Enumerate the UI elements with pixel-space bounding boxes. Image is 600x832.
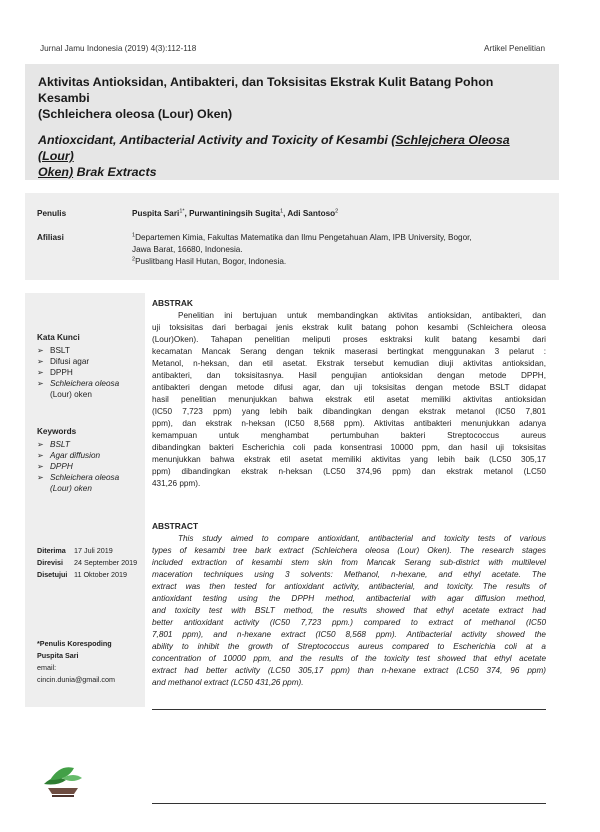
abstrak-line: uji toksisitas dari berbagai jenis ekstrak kulit batang pohon kesambi (Schleichera oleosa bbox=[152, 323, 546, 332]
accepted-date: Disetujui 11 Oktober 2019 bbox=[37, 570, 128, 579]
abstract-line: and methanol extract (LC50 431,26 ppm). bbox=[152, 678, 304, 687]
list-item: ➢ Schleichera oleosa bbox=[37, 473, 120, 482]
list-item: ➢ DPPH bbox=[37, 368, 73, 377]
authors-label: Penulis bbox=[37, 209, 67, 218]
kata-kunci-heading: Kata Kunci bbox=[37, 333, 80, 342]
article-type: Artikel Penelitian bbox=[484, 44, 545, 53]
title-english: Antioxcidant, Antibacterial Activity and Toxicity of Kesambi (Schlejchera Oleosa (Lour) Oken) Brak Extracts bbox=[38, 133, 510, 179]
list-item: ➢ BSLT bbox=[37, 346, 70, 355]
list-item: ➢ Agar diffusion bbox=[37, 451, 101, 460]
affiliation-label: Afiliasi bbox=[37, 233, 64, 242]
abstract-heading: ABSTRACT bbox=[152, 521, 199, 531]
abstrak-line: Metanol, n-heksan, dan etil asetat. Ekstrak tersebut kemudian diuji aktivitas antioksidan, bbox=[152, 359, 546, 368]
abstract-line: types of kesambi tree bark extract (Schleichera oleosa (Lour) Oken). The research stages bbox=[152, 546, 546, 555]
arrow-bullet-icon: ➢ bbox=[37, 357, 44, 366]
journal-logo-icon bbox=[40, 760, 86, 800]
abstract-line: included extraction of kesambi stem skin from Mancak Serang sub-district with multilevel bbox=[152, 558, 546, 567]
email-link[interactable]: cincin.dunia@gmail.com bbox=[37, 675, 116, 684]
abstract-body bbox=[152, 533, 546, 689]
abstract-line: ability to inhibit the growth of Streptococcus aureus compared to Escherichia coli at a bbox=[152, 642, 546, 651]
received-date: Diterima 17 Juli 2019 bbox=[37, 546, 113, 555]
keywords-list bbox=[37, 439, 141, 494]
affiliation-list: $^1$Departemen Kimia, Fakultas Matematika dan Ilmu Pengetahuan Alam, IPB University, Bogor, Jawa Barat, 16680, Indonesia. $^2$Puslitbang Hasil Hutan, Bogor, Indonesia. bbox=[132, 232, 472, 266]
author-panel bbox=[25, 193, 559, 280]
arrow-bullet-icon: ➢ bbox=[37, 473, 44, 482]
abstrak-line: antibakteri dengan metode difusi agar, dan uji toksisitas dengan metode BSLT didapat bbox=[152, 383, 546, 392]
arrow-bullet-icon: ➢ bbox=[37, 368, 44, 377]
sidebar-panel bbox=[25, 293, 145, 707]
list-item: (Lour) oken bbox=[50, 484, 92, 493]
journal-citation: Jurnal Jamu Indonesia (2019) 4(3):112-118 bbox=[40, 44, 197, 53]
abstract-line: 7,801 ppm), and n-hexane extract (IC50 8,568 ppm). Antibacterial activity showed the bbox=[152, 630, 546, 639]
abstrak-line: 431,26 ppm). bbox=[152, 479, 201, 488]
divider bbox=[152, 709, 546, 710]
abstract-line: concentration of 10000 ppm, and the results of the toxicity test showed that ethyl acetate bbox=[152, 654, 546, 663]
arrow-bullet-icon: ➢ bbox=[37, 440, 44, 449]
author-list: Puspita Sari$^{1*}$, Purwantiningsih Sugita$^1$, Adi Santoso$^2$ bbox=[132, 208, 339, 218]
abstrak-line: dibandingkan bakteri Escherichia coli pada konsentrasi 10000 ppm, dan hasil uji toksisitas bbox=[152, 443, 546, 452]
title-panel bbox=[25, 64, 559, 180]
corresponding-author: *Penulis Korespoding Puspita Sari email: cincin.dunia@gmail.com bbox=[37, 638, 143, 686]
abstrak-line: (Lour)Oken). Tahapan penelitian meliputi proses esktraksi kulit batang kesambi dari bbox=[152, 335, 546, 344]
abstract-line: maceration techniques using 3 solvents: Methanol, n-hexane, and ethyl acetate. The bbox=[152, 570, 546, 579]
abstract-line: extract was then tested for antioxidant activity, antibacterial, and toxicity. The results of bbox=[152, 582, 546, 591]
abstract-line: and toxicity test with BSLT method, the results showed that ethyl acetate extract had bbox=[152, 606, 546, 615]
abstrak-line: ppm) dibandingkan ekstrak n-heksan (LC50 374,96 ppm) dan ekstrak metanol (LC50 bbox=[152, 467, 546, 476]
abstrak-line: (IC50 7,723 ppm) yang lebih baik dibandingkan dengan ekstrak metanol (IC50 7,801 bbox=[152, 407, 546, 416]
abstrak-heading: ABSTRAK bbox=[152, 298, 193, 308]
arrow-bullet-icon: ➢ bbox=[37, 379, 44, 388]
arrow-bullet-icon: ➢ bbox=[37, 451, 44, 460]
list-item: ➢ BSLT bbox=[37, 440, 70, 449]
list-item: (Lour) oken bbox=[50, 390, 92, 399]
keywords-heading: Keywords bbox=[37, 427, 77, 436]
list-item: ➢ Difusi agar bbox=[37, 357, 90, 366]
abstrak-line: hasil penelitian menunjukkan bahwa ekstrak etil asetat memiliki aktivitas antioksidan bbox=[152, 395, 546, 404]
abstract-line: antioxidant testing using the DPPH method, antibacterial with agar diffusion method, bbox=[152, 594, 546, 603]
abstract-line: better antioxidant activity (IC50 7,723 ppm.) compared to extract of methanol (IC50 bbox=[152, 618, 546, 627]
arrow-bullet-icon: ➢ bbox=[37, 462, 44, 471]
abstrak-line: kemampuan untuk menghambat pertumbuhan bakteri Streptococcus aureus bbox=[152, 431, 546, 440]
abstract-line: extract had better activity (LC50 305,17 ppm) than n-hexane extract (LC50 374, 96 ppm) bbox=[152, 666, 546, 675]
abstrak-line: antibakteri, dan toksisitasnya. Hasil pengujian antioksidan dengan metode DPPH, bbox=[152, 371, 546, 380]
list-item: ➢ Schleichera oleosa bbox=[37, 379, 120, 388]
abstrak-line: Penelitian ini bertujuan untuk membandingkan aktivitas antioksidan, antibakteri, dan bbox=[178, 311, 546, 320]
submission-dates bbox=[37, 545, 137, 581]
list-item: ➢ DPPH bbox=[37, 462, 73, 471]
title-indonesian: Aktivitas Antioksidan, Antibakteri, dan Toksisitas Ekstrak Kulit Batang Pohon Kesambi (Schleichera oleosa (Lour) Oken) bbox=[38, 75, 494, 121]
abstrak-line: ppm), dan ekstrak n-heksan (IC50 8,568 ppm). Aktivitas antibakteri menunjukkan adanya bbox=[152, 419, 546, 428]
abstrak-line: menunjukkan bahwa ekstrak etil asetat memiliki aktivitas yang lebih baik (LC50 305,17 bbox=[152, 455, 546, 464]
revised-date: Direvisi 24 September 2019 bbox=[37, 558, 138, 567]
abstrak-body bbox=[152, 310, 546, 490]
arrow-bullet-icon: ➢ bbox=[37, 346, 44, 355]
abstrak-line: kecamatan Mancak Serang dengan teknik maserasi bertingkat menggunakan 3 pelarut : bbox=[152, 347, 546, 356]
kata-kunci-list bbox=[37, 345, 141, 400]
abstract-line: This study aimed to compare antioxidant, antibacterial and toxicity tests of various bbox=[178, 534, 546, 543]
divider bbox=[152, 803, 546, 804]
